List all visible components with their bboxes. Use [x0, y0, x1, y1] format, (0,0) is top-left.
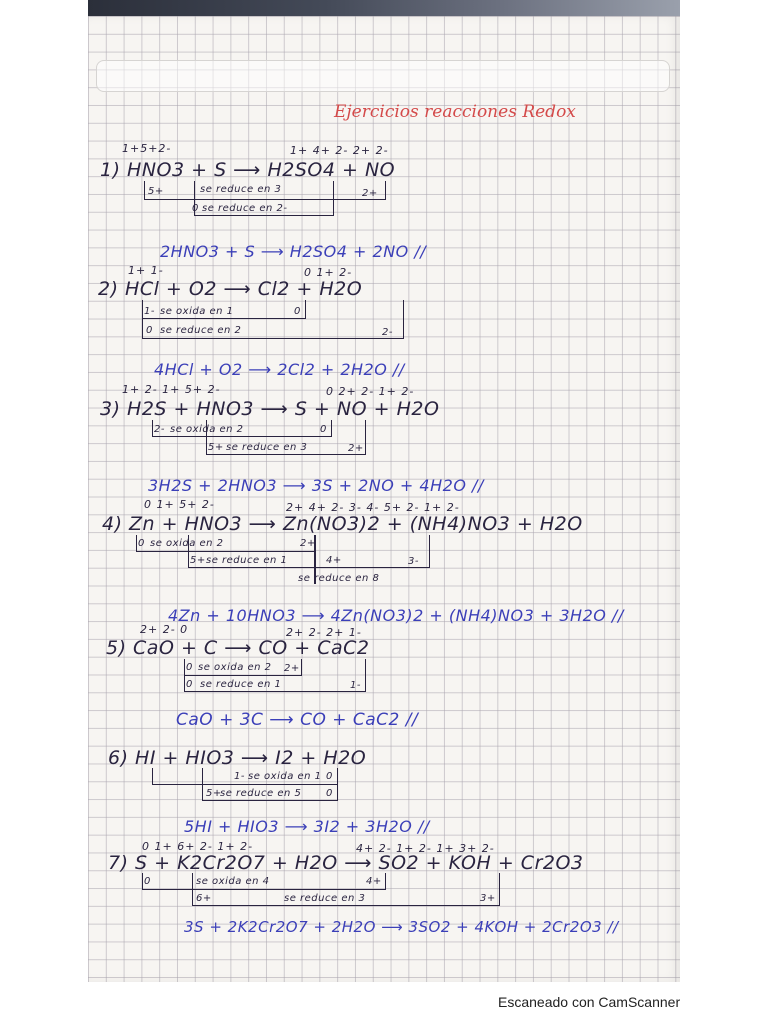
- ex3-tag-d: 2+: [348, 443, 364, 454]
- ex3-equation: 3) H2S + HNO3 ⟶ S + NO + H2O: [100, 398, 440, 420]
- ex2-equation: 2) HCl + O2 ⟶ Cl2 + H2O: [98, 278, 363, 300]
- ex7-tag-c: 6+: [196, 893, 212, 904]
- ex7-balanced: 3S + 2K2Cr2O7 + 2H2O ⟶ 3SO2 + 4KOH + 2Cr2O3 //: [184, 918, 619, 936]
- ex5-oxidation-note: se oxida en 2: [198, 662, 272, 673]
- ex3-tag-c: 5+: [208, 442, 224, 453]
- ex2-tag-d: 2-: [382, 327, 393, 338]
- ex1-tag-b: 2+: [362, 188, 378, 199]
- ex1-oxidation-states-right: 1+ 4+ 2- 2+ 2-: [290, 144, 389, 157]
- ex2-tag-c: 0: [146, 325, 153, 336]
- ex4-equation: 4) Zn + HNO3 ⟶ Zn(NO3)2 + (NH4)NO3 + H2O: [102, 513, 583, 535]
- ex5-oxidation-states-right: 2+ 2- 2+ 1-: [286, 626, 362, 639]
- ex4-tag-b: 2+: [300, 538, 316, 549]
- ex6-reduction-note: se reduce en 5: [220, 788, 302, 799]
- ex4-reduction-8-note: se reduce en 8: [298, 573, 380, 584]
- page-header-box: [96, 60, 670, 92]
- ex6-equation: 6) HI + HIO3 ⟶ I2 + H2O: [108, 747, 367, 769]
- ex6-tag-d: 0: [326, 788, 333, 799]
- ex2-oxidation-states-left: 1+ 1-: [128, 264, 164, 277]
- ex3-tag-a: 2-: [154, 424, 165, 435]
- ex5-tag-d: 1-: [350, 680, 361, 691]
- ex4-reduction-note: se reduce en 1: [206, 555, 288, 566]
- ex5-oxidation-states-left: 2+ 2- 0: [140, 623, 189, 636]
- ex7-tag-b: 4+: [366, 876, 382, 887]
- ex1-tag-a: 5+: [148, 186, 164, 197]
- ex5-reduction-note: se reduce en 1: [200, 679, 282, 690]
- page-title: Ejercicios reacciones Redox: [334, 102, 576, 122]
- ex7-oxidation-note: se oxida en 4: [196, 876, 270, 887]
- ex5-tag-b: 2+: [284, 663, 300, 674]
- ex3-balanced: 3H2S + 2HNO3 ⟶ 3S + 2NO + 4H2O //: [148, 476, 484, 495]
- ex6-tag-c: 5+: [206, 788, 222, 799]
- ex2-oxidation-note: se oxida en 1: [160, 306, 234, 317]
- ex4-tag-a: 0: [138, 538, 145, 549]
- ex7-tag-d: 3+: [480, 893, 496, 904]
- ex2-tag-b: 0: [294, 306, 301, 317]
- ex6-tag-a: 1-: [234, 771, 245, 782]
- ex7-oxidation-states-right: 4+ 2- 1+ 2- 1+ 3+ 2-: [356, 842, 495, 855]
- ex6-balanced: 5HI + HIO3 ⟶ 3I2 + 3H2O //: [184, 817, 430, 836]
- ex7-tag-a: 0: [144, 876, 151, 887]
- ex7-reduction-note: se reduce en 3: [284, 893, 366, 904]
- ex1-reduction-note: se reduce en 3: [200, 184, 282, 195]
- ex6-tag-b: 0: [326, 771, 333, 782]
- ex5-tag-c: 0: [186, 679, 193, 690]
- ex3-oxidation-states-left: 1+ 2- 1+ 5+ 2-: [122, 383, 221, 396]
- ex3-reduction-note: se reduce en 3: [226, 442, 308, 453]
- ex3-tag-b: 0: [320, 424, 327, 435]
- ex4-tag-d: 4+: [326, 555, 342, 566]
- ex1-balanced: 2HNO3 + S ⟶ H2SO4 + 2NO //: [160, 242, 427, 261]
- ex1-tag-c: 0: [192, 203, 199, 214]
- ex4-oxidation-note: se oxida en 2: [150, 538, 224, 549]
- ex2-balanced: 4HCl + O2 ⟶ 2Cl2 + 2H2O //: [154, 360, 405, 379]
- notebook-page: [88, 16, 680, 982]
- ex1-oxidation-note: se reduce en 2-: [202, 203, 288, 214]
- ex4-balanced: 4Zn + 10HNO3 ⟶ 4Zn(NO3)2 + (NH4)NO3 + 3H2O //: [168, 606, 624, 625]
- ex6-oxidation-note: se oxida en 1: [248, 771, 322, 782]
- ex4-oxidation-states-right: 2+ 4+ 2- 3- 4- 5+ 2- 1+ 2-: [286, 501, 460, 514]
- ex4-tag-e: 3-: [408, 556, 419, 567]
- ex7-equation: 7) S + K2Cr2O7 + H2O ⟶ SO2 + KOH + Cr2O3: [108, 852, 584, 874]
- ex2-tag-a: 1-: [144, 306, 155, 317]
- ex1-oxidation-states-left: 1+5+2-: [122, 142, 172, 155]
- ex3-oxidation-states-right: 0 2+ 2- 1+ 2-: [326, 385, 415, 398]
- ex2-oxidation-states-right: 0 1+ 2-: [304, 266, 353, 279]
- ex2-reduction-note: se reduce en 2: [160, 325, 242, 336]
- ex1-equation: 1) HNO3 + S ⟶ H2SO4 + NO: [100, 159, 396, 181]
- ex4-oxidation-states-left: 0 1+ 5+ 2-: [144, 498, 215, 511]
- ex5-equation: 5) CaO + C ⟶ CO + CaC2: [106, 637, 370, 659]
- ex7-oxidation-states-left: 0 1+ 6+ 2- 1+ 2-: [142, 840, 254, 853]
- ex3-oxidation-note: se oxida en 2: [170, 424, 244, 435]
- ex5-tag-a: 0: [186, 662, 193, 673]
- camscanner-watermark: Escaneado con CamScanner: [498, 994, 681, 1010]
- ex5-balanced: CaO + 3C ⟶ CO + CaC2 //: [176, 710, 419, 730]
- ex4-tag-c: 5+: [190, 555, 206, 566]
